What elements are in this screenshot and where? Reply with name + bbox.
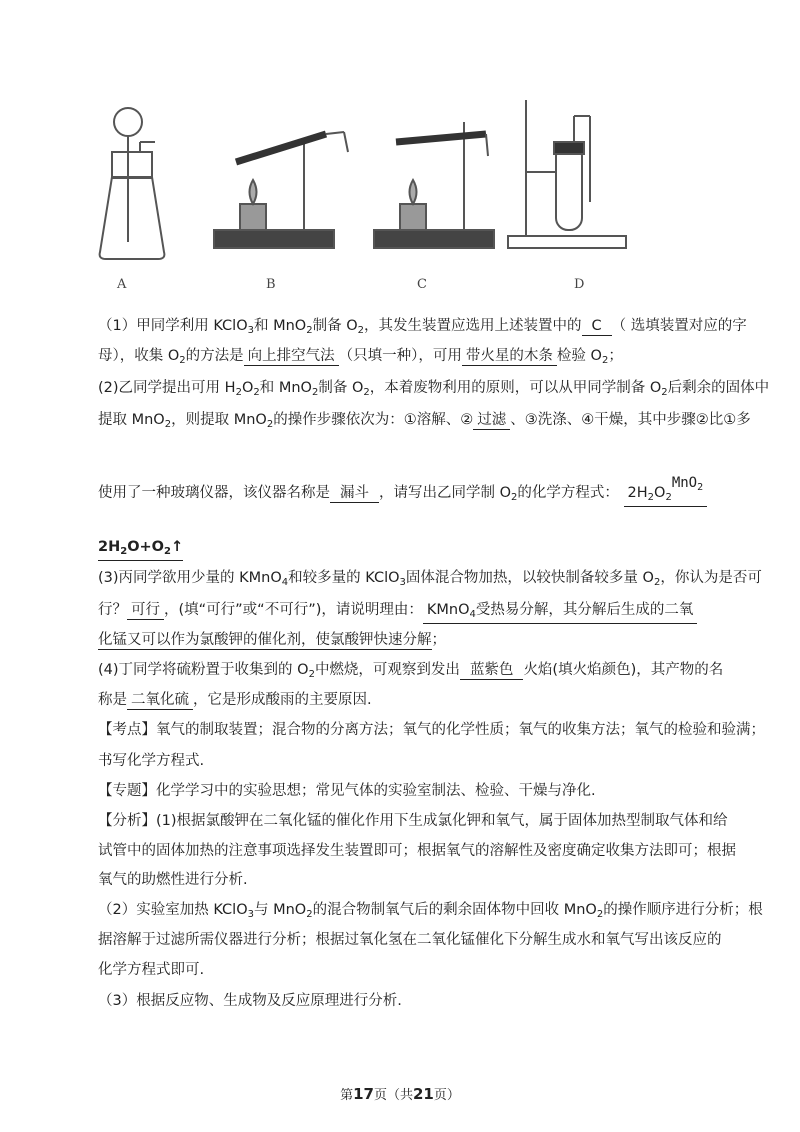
- q3-line-2: [98, 600, 697, 624]
- answer-blank: [423, 602, 698, 624]
- q3-line-3: [98, 630, 446, 650]
- text: 行？: [98, 602, 127, 618]
- answer-blank: 蓝紫色: [460, 662, 524, 680]
- text: 2H: [98, 539, 121, 555]
- text: 第: [340, 1088, 354, 1103]
- q1-line-2: [98, 346, 623, 371]
- text: (4)丁同学将硫粉置于收集到的 O: [98, 662, 309, 678]
- text: 2H: [627, 485, 648, 501]
- answer-blank: 二氧化硫: [127, 692, 193, 710]
- arrow-up-icon: ↑: [170, 539, 184, 555]
- text: 中燃烧，可观察到发出: [314, 662, 460, 678]
- text: 固体混合物加热，以较快制备较多量 O: [405, 570, 654, 586]
- text: ，则提取 MnO: [171, 412, 267, 428]
- sub: 2: [511, 492, 518, 503]
- text: 的化学方程式：: [517, 485, 619, 501]
- fenxi-line-2: 试管中的固体加热的注意事项选择发生装置即可；根据氧气的溶解性及密度确定收集方法即可；根据: [98, 843, 736, 859]
- answer-blank: 过滤: [473, 412, 510, 430]
- equation-left: [624, 475, 708, 507]
- q2-line-2: [98, 410, 751, 435]
- text: ，你认为是否可: [660, 570, 762, 586]
- kaodian-line-2: 书写化学方程式.: [98, 753, 205, 769]
- page-total: 21: [413, 1085, 434, 1103]
- text: 与 MnO: [254, 902, 307, 918]
- text: 的操作步骤依次为：①溶解、②: [273, 412, 474, 428]
- sub: 2: [697, 482, 704, 493]
- text: （2）实验室加热 KClO: [98, 902, 248, 918]
- sub: 4: [469, 609, 476, 620]
- q2-line-1: [98, 378, 769, 403]
- text: 后剩余的固体中: [667, 380, 770, 396]
- text: 提取 MnO: [98, 412, 165, 428]
- equation-right: [98, 539, 183, 561]
- sub: 2: [179, 355, 186, 366]
- answer-blank: 向上排空气法: [244, 348, 339, 366]
- text: 、③洗涤、④干燥，其中步骤②比①多: [510, 412, 751, 428]
- sub: 2: [653, 577, 661, 588]
- text: ，本着废物利用的原则，可以从甲同学制备 O: [369, 380, 662, 396]
- text: （1）甲同学利用 KClO: [98, 318, 248, 334]
- sub: 2: [308, 669, 315, 680]
- text: KMnO: [426, 602, 470, 618]
- figure-label-d: D: [574, 277, 585, 292]
- figure-label-b: B: [266, 277, 276, 292]
- zhuanti-line: 【专题】化学学习中的实验思想；常见气体的实验室制法、检验、干燥与净化.: [98, 783, 596, 799]
- text: 受热易分解，其分解后生成的二氧: [475, 602, 694, 618]
- sub: 2: [596, 909, 604, 920]
- text: 和较多量的 KClO: [288, 570, 400, 586]
- text: ，请写出乙同学制 O: [379, 485, 512, 501]
- text: 页（共: [373, 1088, 413, 1103]
- fenxi-line-3: 氧气的助燃性进行分析.: [98, 872, 248, 888]
- sub: 2: [306, 909, 313, 920]
- text: ，其发生装置应选用上述装置中的: [364, 318, 582, 334]
- text: ，(填“可行”或“不可行”)，请说明理由：: [164, 602, 423, 618]
- text: ；: [431, 632, 446, 648]
- text: O+O: [127, 539, 165, 555]
- sub: 2: [661, 387, 668, 398]
- sub: 3: [399, 577, 406, 588]
- text: (2)乙同学提出可用 H: [98, 380, 236, 396]
- kaodian-line-1: 【考点】氧气的制取装置；混合物的分离方法；氧气的化学性质；氧气的收集方法；氧气的检验和验满；: [98, 722, 765, 738]
- text: 制备 O: [312, 318, 358, 334]
- text: MnO: [671, 475, 698, 491]
- text: 母），收集 O: [98, 348, 180, 364]
- sub: 2: [253, 387, 260, 398]
- text: （ 选填装置对应的字: [611, 318, 747, 334]
- text: 的混合物制氧气后的剩余固体物中回收 MnO: [312, 902, 597, 918]
- text: 称是: [98, 692, 127, 708]
- text: 制备 O: [318, 380, 364, 396]
- sub: 2: [266, 419, 274, 430]
- answer-blank: 可行: [127, 602, 164, 620]
- sub: 2: [647, 492, 655, 503]
- text: 的操作顺序进行分析；根: [603, 902, 763, 918]
- answer-blank: 带火星的木条: [462, 348, 557, 366]
- text: (3)丙同学欲用少量的 KMnO: [98, 570, 282, 586]
- text: 和 MnO: [254, 318, 307, 334]
- q2-line-3: [98, 475, 707, 508]
- text: 页）: [433, 1088, 460, 1103]
- sub: 2: [665, 492, 672, 503]
- sub: 3: [247, 325, 254, 336]
- q1-line-1: [98, 316, 747, 341]
- sub: 2: [164, 419, 172, 430]
- text: O: [654, 485, 666, 501]
- text: 的方法是: [185, 348, 244, 364]
- figure-label-a: A: [117, 277, 127, 292]
- fenxi-line-1: 【分析】(1)根据氯酸钾在二氧化锰的催化作用下生成氯化钾和氧气，属于固体加热型制取气体和给: [98, 813, 728, 829]
- page-number: 17: [353, 1085, 374, 1103]
- text: 和 MnO: [259, 380, 312, 396]
- answer-blank: C: [582, 318, 612, 336]
- apparatus-b: [214, 132, 348, 248]
- answer-blank: 化锰又可以作为氯酸钾的催化剂，使氯酸钾快速分解: [98, 632, 432, 648]
- sub: 3: [247, 909, 254, 920]
- sub: 2: [120, 546, 128, 557]
- q4-line-1: [98, 660, 723, 685]
- figure-label-c: C: [417, 277, 427, 292]
- text: （只填一种），可用: [338, 348, 462, 364]
- apparatus-figure: [90, 92, 710, 292]
- sub: 2: [235, 387, 242, 398]
- fenxi-line-4: [98, 900, 763, 925]
- q3-line-1: [98, 568, 762, 593]
- sub: 2: [601, 355, 609, 366]
- text: 检验 O: [556, 348, 602, 364]
- fenxi-line-5: 据溶解于过滤所需仪器进行分析；根据过氧化氢在二氧化锰催化下分解生成水和氧气写出该反应的: [98, 932, 722, 948]
- text: ，它是形成酸雨的主要原因.: [193, 692, 372, 708]
- sub: 2: [306, 325, 313, 336]
- page-footer: [0, 1084, 800, 1103]
- fenxi-line-6: 化学方程式即可.: [98, 962, 205, 978]
- sub: 4: [281, 577, 289, 588]
- text: O: [241, 380, 254, 396]
- text: ；: [608, 348, 623, 364]
- apparatus-c: [374, 122, 494, 248]
- text: 使用了一种玻璃仪器，该仪器名称是: [98, 485, 330, 501]
- q4-line-2: [98, 690, 372, 710]
- sub: 2: [363, 387, 370, 398]
- apparatus-d: [508, 100, 626, 248]
- sub: 2: [164, 546, 171, 557]
- answer-blank: 漏斗: [330, 485, 379, 503]
- apparatus-a: [100, 108, 165, 259]
- q2-line-4: [98, 537, 183, 561]
- sub: 2: [311, 387, 319, 398]
- fenxi-line-7: （3）根据反应物、生成物及反应原理进行分析.: [98, 993, 402, 1009]
- catalyst-label: [672, 475, 703, 491]
- sub: 2: [357, 325, 365, 336]
- text: 火焰(填火焰颜色)，其产物的名: [523, 662, 724, 678]
